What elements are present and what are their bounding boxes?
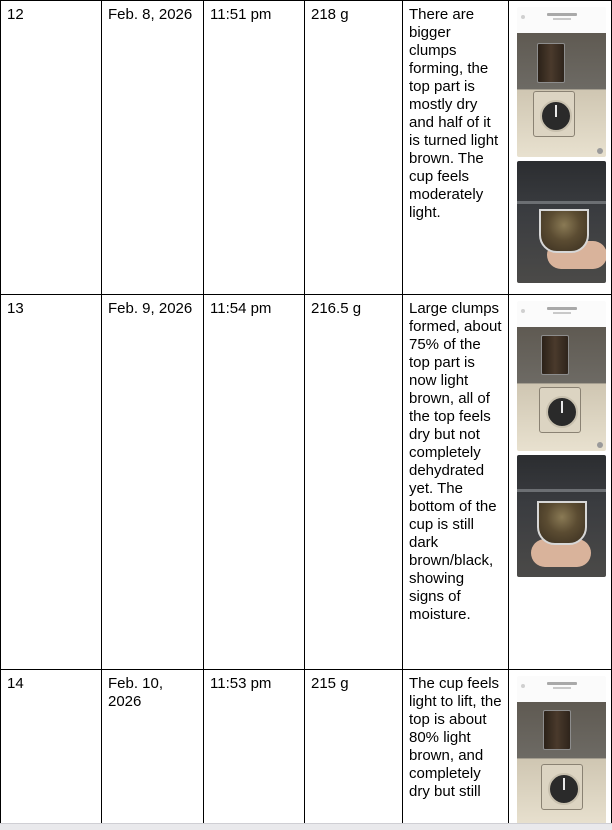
scale-with-cup-photo [517, 301, 606, 451]
table-row [1, 1, 612, 295]
table-row [1, 670, 612, 830]
weight-cell: 218 g [305, 1, 403, 295]
weight-cell: 215 g [305, 670, 403, 830]
day-cell: 14 [1, 670, 102, 830]
day-cell: 12 [1, 1, 102, 295]
weight-cell: 216.5 g [305, 295, 403, 670]
table-row [1, 295, 612, 670]
date-cell: Feb. 8, 2026 [102, 1, 204, 295]
scale-with-cup-photo [517, 7, 606, 157]
photo-cell [509, 1, 612, 295]
time-cell: 11:54 pm [204, 295, 305, 670]
observation-cell: There are bigger clumps forming, the top part is mostly dry and half of it is turned light brown. The cup feels moderately light. [403, 1, 509, 295]
cup-in-hand-photo [517, 161, 606, 283]
scale-with-cup-photo [517, 676, 606, 826]
photo-cell [509, 670, 612, 830]
date-cell: Feb. 9, 2026 [102, 295, 204, 670]
day-cell: 13 [1, 295, 102, 670]
photo-cell [509, 295, 612, 670]
cup-in-hand-photo [517, 455, 606, 577]
date-cell: Feb. 10, 2026 [102, 670, 204, 830]
observation-cell: Large clumps formed, about 75% of the top part is now light brown, all of the top feels dry but not completely dehydrated yet. The bottom of the cup is still dark brown/black, showing signs of moisture. [403, 295, 509, 670]
time-cell: 11:51 pm [204, 1, 305, 295]
time-cell: 11:53 pm [204, 670, 305, 830]
observation-cell: The cup feels light to lift, the top is about 80% light brown, and completely dry but still [403, 670, 509, 830]
